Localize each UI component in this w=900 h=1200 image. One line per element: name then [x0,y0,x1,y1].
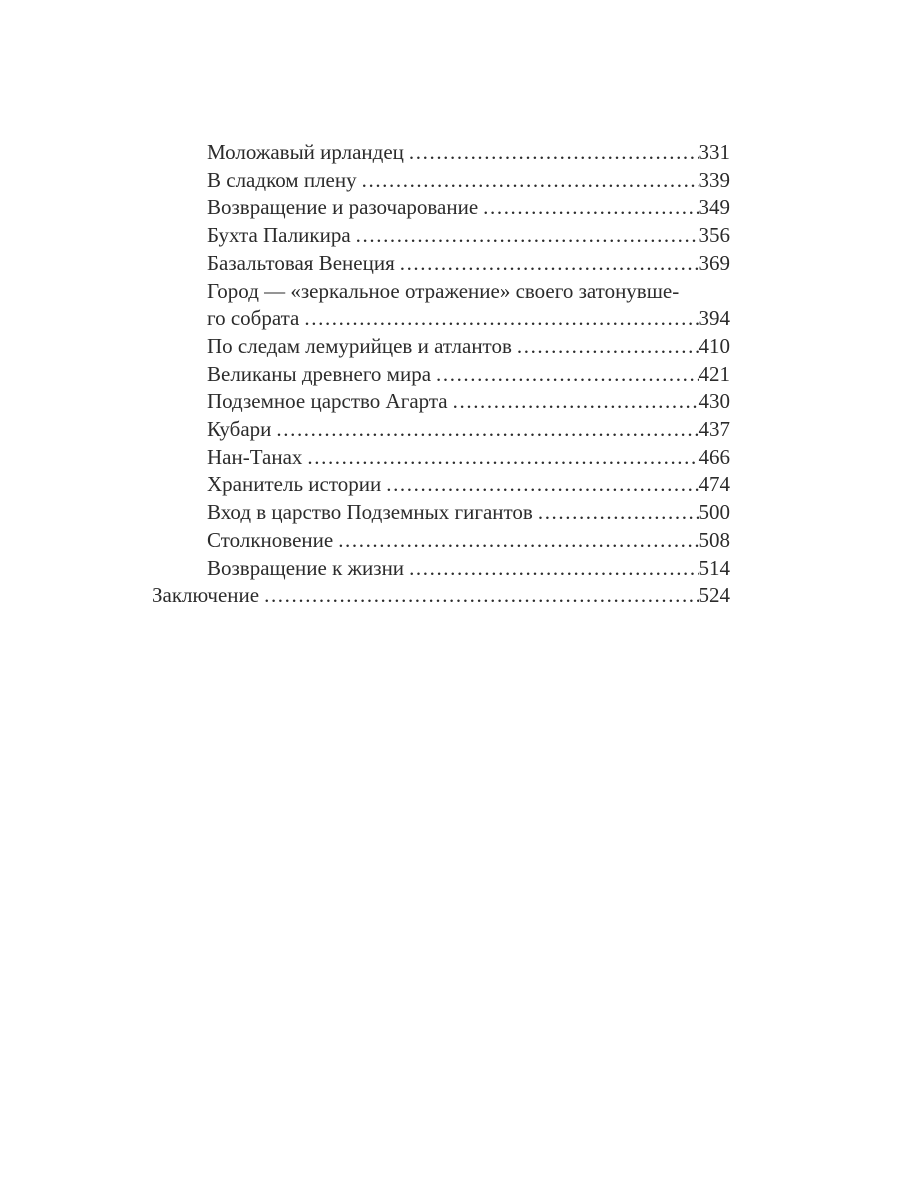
toc-entry-title: По следам лемурийцев и атлантов [207,333,512,358]
toc-entry-title: Великаны древнего мира [207,361,432,386]
toc-entry-title: го собрата [207,306,300,331]
toc-entry-page-number: 474 [698,472,730,497]
toc-entry-page-number: 369 [698,250,730,275]
toc-entry [152,499,730,527]
toc-entry-title: Бухта Паликира [207,223,351,248]
dot-leader [453,388,699,416]
toc-entry [152,444,730,472]
toc-entry-page-number: 500 [698,500,730,525]
toc-entry [152,582,730,610]
toc-entry [152,194,730,222]
toc-entry [152,527,730,555]
toc-entry [152,388,730,416]
dot-leader [307,444,698,472]
toc-entry-title: Город — «зеркальное отражение» своего затонувше- [207,278,680,303]
toc-entry-title: Заключение [152,583,260,608]
dot-leader [356,222,699,250]
toc-entry-page-number: 437 [698,417,730,442]
dot-leader [400,250,699,278]
toc-entry-page-number: 356 [698,223,730,248]
toc-entry [152,222,730,250]
toc-entry [152,416,730,444]
toc-entry-page-number: 524 [698,583,730,608]
toc-entry-page-number: 349 [698,195,730,220]
dot-leader [264,582,698,610]
dot-leader [409,555,698,583]
toc-entry [152,167,730,195]
toc-entry-page-number: 421 [698,361,730,386]
dot-leader [362,167,699,195]
toc-entry-page-number: 331 [698,140,730,164]
dot-leader [517,333,699,361]
toc-entry [152,278,730,306]
toc-entry-title: Кубари [207,417,272,442]
toc-entry-title: В сладком плену [207,167,357,192]
toc-entry [152,361,730,389]
toc-entry-page-number: 514 [698,555,730,580]
dot-leader [304,305,698,333]
toc-entry-title: Возвращение и разочарование [207,195,479,220]
toc-entry-title: Вход в царство Подземных гигантов [207,500,533,525]
dot-leader [436,361,698,389]
dot-leader [409,139,699,167]
toc-entry [152,250,730,278]
toc-entry-title: Хранитель истории [207,472,382,497]
toc-entry [152,139,730,167]
toc-entry-title: Нан-Танах [207,444,303,469]
toc-entry-page-number: 466 [698,444,730,469]
toc-entry-title: Базальтовая Венеция [207,250,395,275]
toc-entry [152,333,730,361]
dot-leader [276,416,698,444]
dot-leader [338,527,698,555]
toc-entry-title: Столкновение [207,527,334,552]
toc-entry [152,471,730,499]
toc-entry-title: Возвращение к жизни [207,555,405,580]
dot-leader [386,471,698,499]
dot-leader [483,194,698,222]
toc-entry-page-number: 508 [698,527,730,552]
toc-entry-page-number: 394 [698,306,730,331]
toc-entry-continuation [152,305,730,333]
toc-entry [152,555,730,583]
toc-entry-title: Подземное царство Агарта [207,389,448,414]
toc-entry-title: Моложавый ирландец [207,140,404,164]
table-of-contents [152,139,730,610]
dot-leader [538,499,699,527]
toc-entry-page-number: 430 [698,389,730,414]
toc-entry-page-number: 410 [698,333,730,358]
toc-entry-page-number: 339 [698,167,730,192]
